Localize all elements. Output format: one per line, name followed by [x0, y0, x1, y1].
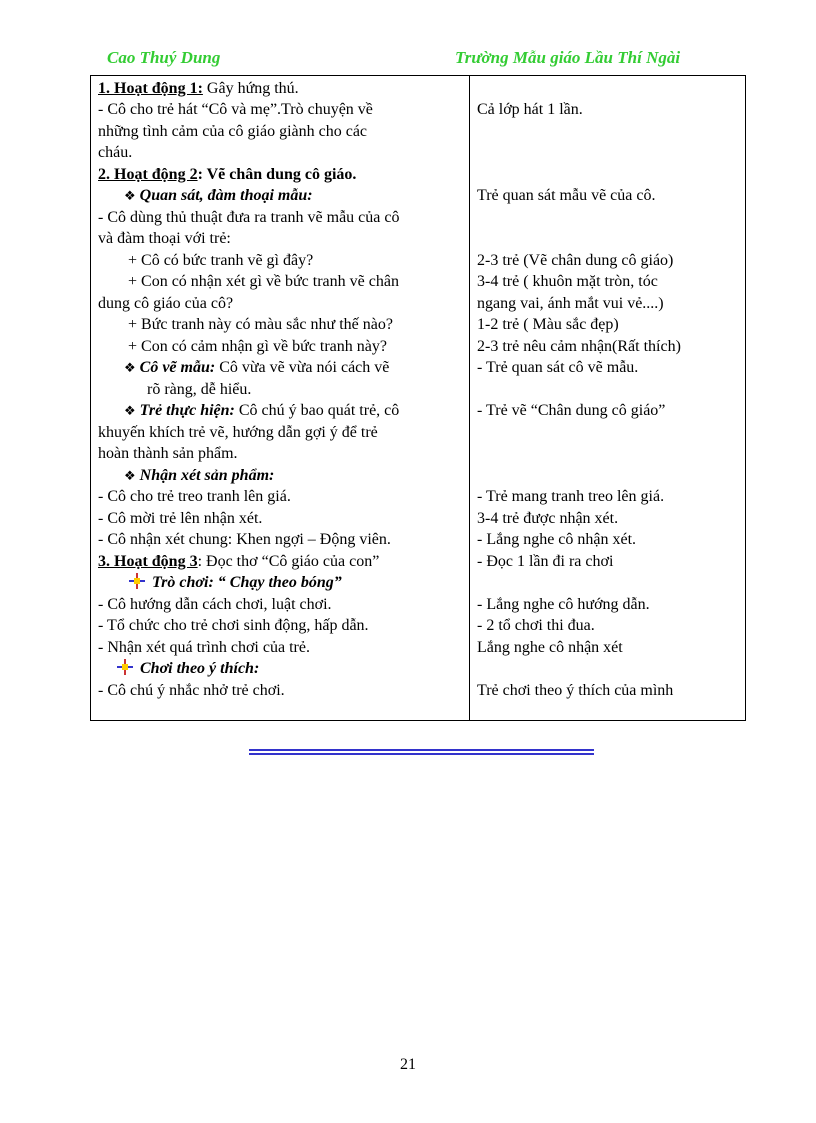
question-line: + Con có cảm nhận gì về bức tranh này? [128, 338, 387, 355]
page-number: 21 [400, 1056, 416, 1073]
text-line: - Cô chú ý nhắc nhở trẻ chơi. [98, 682, 285, 699]
response-line: 2-3 trẻ nêu cảm nhận(Rất thích) [477, 338, 681, 355]
response-line: - Trẻ quan sát cô vẽ mẫu. [477, 359, 639, 376]
response-line: 1-2 trẻ ( Màu sắc đẹp) [477, 316, 619, 333]
response-line: 2-3 trẻ (Vẽ chân dung cô giáo) [477, 252, 674, 269]
observe-heading: ❖ Quan sát, đàm thoại mẫu: [124, 187, 313, 204]
activity-2-line: 2. Hoạt động 2: Vẽ chân dung cô giáo. [98, 166, 357, 183]
response-line: Trẻ chơi theo ý thích của mình [477, 682, 674, 699]
lesson-table [90, 75, 746, 721]
question-line: + Bức tranh này có màu sắc như thế nào? [128, 316, 393, 333]
decorative-rule [249, 753, 594, 755]
diamond-bullet-icon: ❖ [124, 361, 136, 376]
response-line: Trẻ quan sát mẫu vẽ của cô. [477, 187, 656, 204]
activity-1-title: 1. Hoạt động 1: [98, 80, 203, 97]
activity-1-line: 1. Hoạt động 1: Gây hứng thú. [98, 80, 299, 97]
question-line: + Cô có bức tranh vẽ gì đây? [128, 252, 314, 269]
response-line: - Lắng nghe cô hướng dẫn. [477, 596, 650, 613]
text-line: - Cô cho trẻ treo tranh lên giá. [98, 488, 291, 505]
response-line: Cả lớp hát 1 lần. [477, 101, 583, 118]
text-line: - Cô nhận xét chung: Khen ngợi – Động viên. [98, 531, 391, 548]
response-line: - 2 tổ chơi thi đua. [477, 617, 595, 634]
text-line: cháu. [98, 144, 133, 161]
text-line: hoàn thành sản phẩm. [98, 445, 238, 462]
review-heading: ❖ Nhận xét sản phẩm: [124, 467, 275, 484]
decorative-rule [249, 749, 594, 751]
game-heading: Trò chơi: “ Chạy theo bóng” [128, 573, 342, 593]
practice-heading: ❖ Trẻ thực hiện: Cô chú ý bao quát trẻ, cô [124, 402, 400, 419]
text-line: khuyến khích trẻ vẽ, hướng dẫn gợi ý để trẻ [98, 424, 378, 441]
question-line: dung cô giáo của cô? [98, 295, 234, 312]
response-line: ngang vai, ánh mắt vui vẻ....) [477, 295, 664, 312]
question-line: + Con có nhận xét gì về bức tranh vẽ chân [128, 273, 399, 290]
column-divider [469, 76, 470, 720]
game-icon [116, 659, 134, 675]
activity-2-title: 2. Hoạt động 2 [98, 166, 198, 183]
activity-3-line: 3. Hoạt động 3: Đọc thơ “Cô giáo của con” [98, 553, 380, 570]
text-line: những tình cảm của cô giáo giành cho các [98, 123, 368, 140]
text-line: - Cô cho trẻ hát “Cô và mẹ”.Trò chuyện về [98, 101, 373, 118]
header-school: Trường Mẫu giáo Lầu Thí Ngài [455, 48, 681, 67]
response-line: - Lắng nghe cô nhận xét. [477, 531, 637, 548]
text-line: - Tổ chức cho trẻ chơi sinh động, hấp dẫn. [98, 617, 369, 634]
diamond-bullet-icon: ❖ [124, 189, 136, 204]
response-line: 3-4 trẻ được nhận xét. [477, 510, 619, 527]
text-line: và đàm thoại với trẻ: [98, 230, 231, 247]
response-line: 3-4 trẻ ( khuôn mặt tròn, tóc [477, 273, 658, 290]
activity-3-title: 3. Hoạt động 3 [98, 553, 198, 570]
text-line: rõ ràng, dễ hiểu. [147, 381, 252, 398]
header-author: Cao Thuý Dung [107, 48, 221, 67]
free-play-heading: Chơi theo ý thích: [116, 659, 259, 679]
demo-heading: ❖ Cô vẽ mẫu: Cô vừa vẽ vừa nói cách vẽ [124, 359, 390, 376]
text-line: - Cô mời trẻ lên nhận xét. [98, 510, 263, 527]
diamond-bullet-icon: ❖ [124, 469, 136, 484]
response-line: - Trẻ vẽ “Chân dung cô giáo” [477, 402, 666, 419]
text-line: - Cô dùng thủ thuật đưa ra tranh vẽ mẫu của cô [98, 209, 400, 226]
game-icon [128, 573, 146, 589]
text-line: - Nhận xét quá trình chơi của trẻ. [98, 639, 310, 656]
text-line: - Cô hướng dẫn cách chơi, luật chơi. [98, 596, 332, 613]
response-line: - Trẻ mang tranh treo lên giá. [477, 488, 665, 505]
response-line: Lắng nghe cô nhận xét [477, 639, 623, 656]
diamond-bullet-icon: ❖ [124, 404, 136, 419]
response-line: - Đọc 1 lần đi ra chơi [477, 553, 614, 570]
